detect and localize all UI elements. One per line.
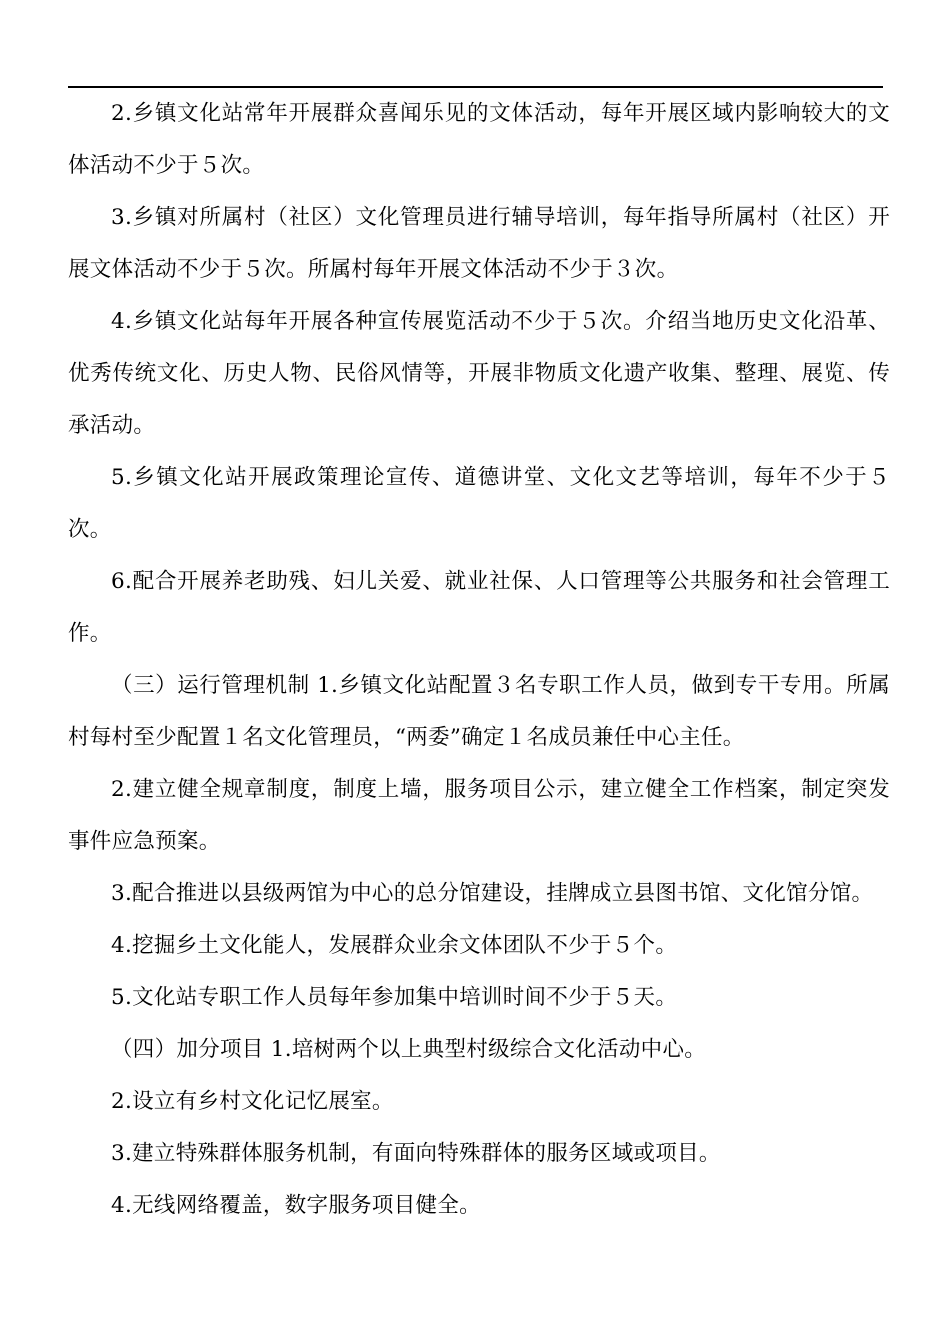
section-bonus-items: （四）加分项目 1.培树两个以上典型村级综合文化活动中心。: [111, 1037, 707, 1062]
document-body: [68, 88, 890, 1232]
paragraph-item-3: 3.乡镇对所属村（社区）文化管理员进行辅导培训，每年指导所属村（社区）开展文体活动不少于５次。所属村每年开展文体活动不少于３次。: [68, 205, 890, 282]
paragraph-item-4: 4.乡镇文化站每年开展各种宣传展览活动不少于５次。介绍当地历史文化沿革、优秀传统文化、历史人物、民俗风情等，开展非物质文化遗产收集、整理、展览、传承活动。: [68, 309, 890, 438]
paragraph-item-2: 2.乡镇文化站常年开展群众喜闻乐见的文体活动，每年开展区域内影响较大的文体活动不少于５次。: [68, 101, 890, 178]
paragraph-item-6: 6.配合开展养老助残、妇儿关爱、就业社保、人口管理等公共服务和社会管理工作。: [68, 569, 890, 646]
paragraph-rules-system: 2.建立健全规章制度，制度上墙，服务项目公示，建立健全工作档案，制定突发事件应急预案。: [68, 777, 890, 854]
paragraph-local-talent: 4.挖掘乡土文化能人，发展群众业余文体团队不少于５个。: [111, 933, 678, 958]
paragraph-memory-exhibit: 2.设立有乡村文化记忆展室。: [111, 1089, 394, 1114]
paragraph-item-5: 5.乡镇文化站开展政策理论宣传、道德讲堂、文化文艺等培训，每年不少于５次。: [68, 465, 890, 542]
paragraph-wireless-network: 4.无线网络覆盖，数字服务项目健全。: [111, 1193, 481, 1218]
paragraph-staff-training: 5.文化站专职工作人员每年参加集中培训时间不少于５天。: [111, 985, 678, 1010]
paragraph-branch-library: 3.配合推进以县级两馆为中心的总分馆建设，挂牌成立县图书馆、文化馆分馆。: [111, 881, 874, 906]
paragraph-special-groups: 3.建立特殊群体服务机制，有面向特殊群体的服务区域或项目。: [111, 1141, 721, 1166]
section-operation-management: （三）运行管理机制 1.乡镇文化站配置３名专职工作人员，做到专干专用。所属村每村至少配置１名文化管理员，“两委”确定１名成员兼任中心主任。: [68, 673, 890, 750]
